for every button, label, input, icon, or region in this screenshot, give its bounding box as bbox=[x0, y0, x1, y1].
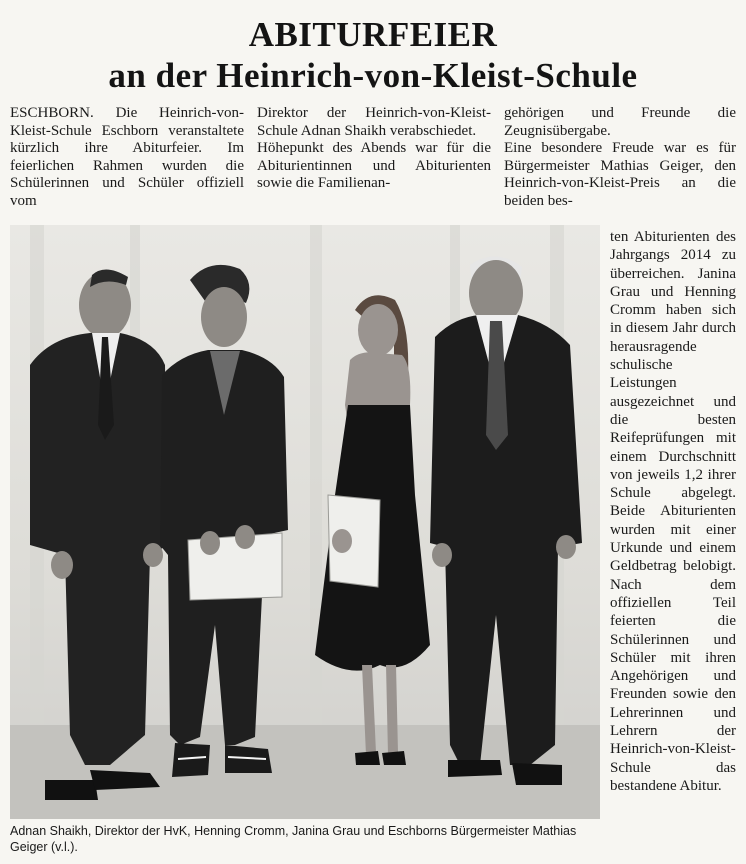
photo-illustration bbox=[10, 225, 600, 819]
paragraph: Höhepunkt des Abends war für die Abiturientinnen und Abiturienten sowie die Familienan- bbox=[257, 140, 491, 191]
paragraph: gehörigen und Freunde die Zeugnisübergabe. bbox=[504, 105, 736, 139]
person-henning-cromm bbox=[160, 265, 288, 777]
headline-line-2: an der Heinrich-von-Kleist-Schule bbox=[108, 56, 638, 95]
article-column-3-continued bbox=[610, 228, 736, 795]
headline bbox=[0, 14, 746, 96]
headline-line-1: ABITURFEIER bbox=[248, 15, 498, 54]
article-column-2 bbox=[257, 105, 491, 193]
person-adnan-shaikh bbox=[30, 269, 168, 800]
photo-caption: Adnan Shaikh, Direktor der HvK, Henning Cromm, Janina Grau und Eschborns Bürgermeister Mathias Geiger (v.l.). bbox=[10, 824, 577, 854]
paragraph: ten Abiturienten des Jahrgangs 2014 zu überreichen. Janina Grau und Henning Cromm haben sich in diesem Jahr durch herausragende schulische Leistungen ausgezeichnet und die besten Reifeprüfungen mit einem Durchschnitt von jeweils 1,2 ihrer Schule abgelegt. Beide Abiturienten wurden mit einer Urkunde und einem Geldbetrag belobigt. Nach dem offiziellen Teil feierten die Schülerinnen und Schüler mit ihren Angehörigen und Freunden sowie den Lehrerinnen und Lehrern der Heinrich-von-Kleist-Schule das bestandene Abitur. bbox=[610, 229, 736, 794]
article-column-3 bbox=[504, 105, 736, 210]
paragraph: ESCHBORN. Die Heinrich-von-Kleist-Schule Eschborn veranstaltete kürzlich ihre Abiturfeier. Im feierlichen Rahmen wurden die Schülerinnen und Schüler offiziell vom bbox=[10, 105, 244, 209]
paragraph: Direktor der Heinrich-von-Kleist-Schule Adnan Shaikh verabschiedet. bbox=[257, 105, 491, 139]
paragraph: Eine besondere Freude war es für Bürgermeister Mathias Geiger, den Heinrich-von-Kleist-Preis an die beiden bes- bbox=[504, 140, 736, 209]
article-column-1 bbox=[10, 105, 244, 210]
person-janina-grau bbox=[315, 295, 430, 765]
group-photo bbox=[10, 225, 600, 819]
